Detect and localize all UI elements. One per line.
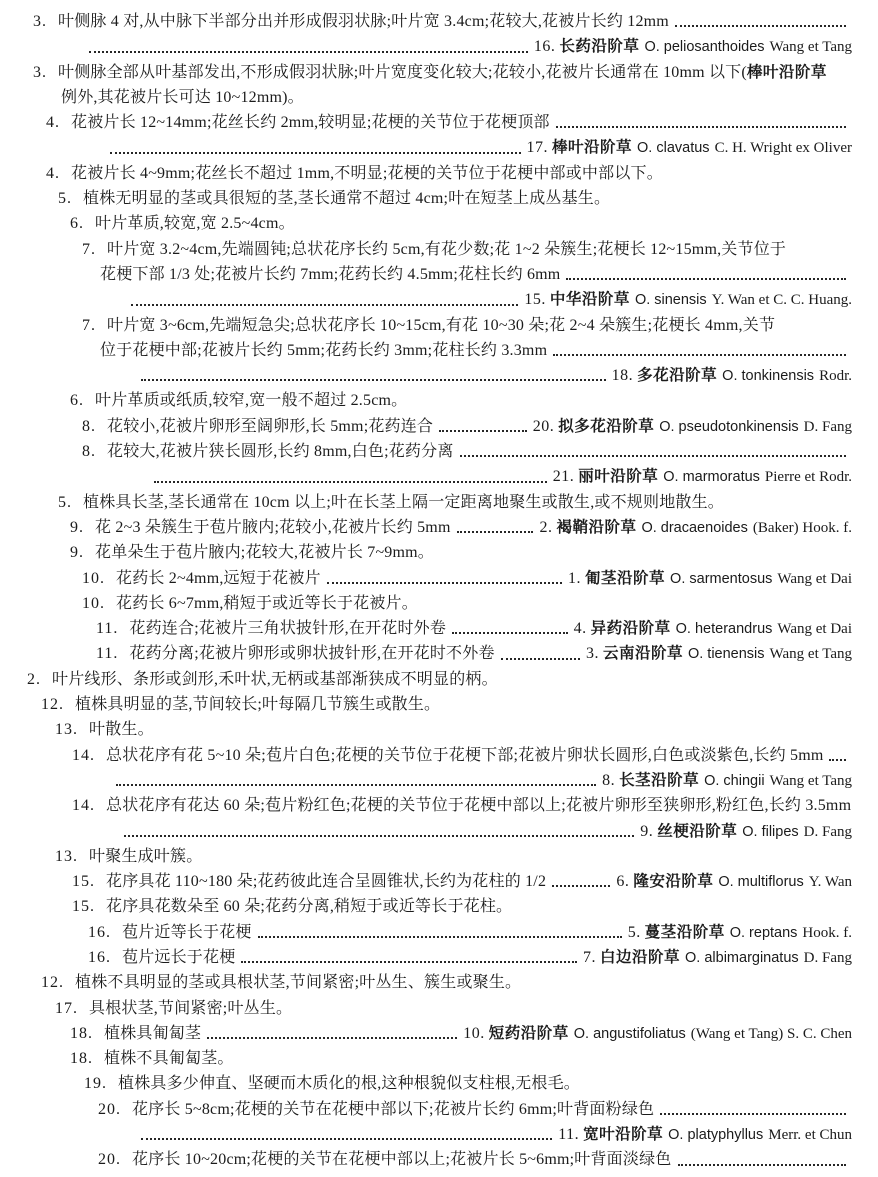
species-name-latin: O. peliosanthoides [644,39,765,56]
species-ref-number: 4. [573,620,587,638]
couplet-number: 10. [82,569,105,587]
couplet-text: 总状花序有花达 60 朵;苞片粉红色;花梗的关节位于花梗中部以上;花被片卵形至狭卵形,粉红色,长约 3.5mm [106,797,852,815]
species-reference [463,1021,852,1047]
key-line [70,211,852,236]
key-line [88,920,852,945]
key-line [72,743,852,768]
key-line [58,186,852,211]
couplet-number: 2. [27,670,41,688]
dotted-leader [553,345,846,356]
couplet-text: 叶侧脉全部从叶基部发出,不形成假羽状脉;叶片宽度变化较大;花较小,花被片长通常在 10mm 以下( [58,63,747,81]
key-line [55,996,852,1021]
dotted-leader [154,472,547,483]
key-line [96,641,852,666]
key-line [82,237,852,262]
species-name-inline: 棒叶沿阶草 [746,63,827,81]
key-line [41,970,852,995]
species-name-cn: 褐鞘沿阶草 [556,518,637,536]
couplet-text: 总状花序有花 5~10 朵;苞片白色;花梗的关节位于花梗下部;花被片卵状长圆形,白色或淡紫色,长约 5mm [106,746,824,764]
couplet-text: 叶片革质,较宽,宽 2.5~4cm。 [95,215,295,233]
key-line [98,1147,852,1172]
species-ref-number: 11. [558,1126,580,1144]
species-name-cn: 丝梗沿阶草 [657,822,738,840]
key-line [27,667,852,692]
couplet-number: 13. [55,721,78,739]
species-name-cn: 长药沿阶草 [559,38,640,56]
dotted-leader [116,775,596,786]
species-name-latin: O. platyphyllus [668,1127,764,1144]
couplet-text: 花药连合;花被片三角状披针形,在开花时外卷 [129,620,447,638]
couplet-text: 花药长 6~7mm,稍短于或近等长于花被片。 [116,594,418,612]
couplet-number: 15. [72,898,95,916]
key-continuation-line [125,287,852,312]
species-name-cn: 异药沿阶草 [590,620,671,638]
species-name-cn: 丽叶沿阶草 [578,468,659,486]
couplet-number: 12. [41,974,64,992]
species-ref-number: 10. [463,1024,485,1042]
species-name-cn: 长茎沿阶草 [619,771,700,789]
couplet-text: 花梗下部 1/3 处;花被片长约 7mm;花药长约 4.5mm;花柱长约 6mm [100,265,561,283]
species-reference [612,363,852,389]
couplet-text: 花序具花 110~180 朵;花药彼此连合呈圆锥状,长约为花柱的 1/2 [106,873,547,891]
species-name-latin: O. albimarginatus [685,949,799,966]
dotted-leader [141,1129,552,1140]
couplet-number: 11. [96,645,119,663]
species-name-latin: O. heterandrus [675,621,773,638]
dotted-leader [556,117,846,128]
key-line [46,161,852,186]
couplet-number: 5. [58,493,72,511]
species-authors: (Baker) Hook. f. [752,519,852,536]
species-name-latin: O. tienensis [687,646,765,663]
couplet-text: 花单朵生于苞片腋内;花较大,花被片长 7~9mm。 [95,544,434,562]
couplet-number: 3. [33,13,47,30]
key-continuation-line [135,363,852,388]
species-name-latin: O. angustifoliatus [573,1025,686,1042]
couplet-number: 14. [72,746,95,764]
couplet-text: 植株具多少伸直、坚硬而木质化的根,这种根貌似支柱根,无根毛。 [118,1075,581,1093]
dotted-leader [258,927,622,938]
couplet-text: 叶片宽 3~6cm,先端短急尖;总状花序长 10~15cm,有花 10~30 朵;花 2~4 朵簇生;花梗长 4mm,关节 [107,316,776,334]
species-ref-number: 16. [533,38,556,56]
couplet-number: 17. [55,999,78,1017]
key-line [61,85,852,110]
species-name-latin: O. reptans [729,924,798,941]
dotted-leader [829,750,846,761]
species-name-latin: O. sinensis [634,292,707,309]
species-name-latin: O. pseudotonkinensis [659,418,799,435]
species-name-cn: 蔓茎沿阶草 [644,923,725,941]
species-ref-number: 3. [585,645,599,663]
couplet-text: 具根状茎,节间紧密;叶丛生。 [89,999,293,1017]
key-line [98,1097,852,1122]
key-line [33,9,852,34]
species-reference [586,641,852,667]
couplet-number: 4. [46,164,60,182]
couplet-number: 8. [82,443,96,461]
species-authors: Rodr. [819,368,852,385]
species-name-cn: 宽叶沿阶草 [583,1126,664,1144]
species-reference [628,920,852,946]
key-line [82,566,852,591]
couplet-text: 花序长 5~8cm;花梗的关节在花梗中部以下;花被片长约 6mm;叶背面粉绿色 [132,1100,655,1118]
dotted-leader [327,573,562,584]
couplet-number: 8. [82,417,96,435]
key-line [82,591,852,616]
species-authors: Wang et Dai [777,621,852,638]
couplet-text: 叶聚生成叶簇。 [89,847,203,865]
key-continuation-line [118,819,852,844]
couplet-text: 花药分离;花被片卵形或卵状披针形,在开花时不外卷 [129,645,495,663]
species-name-latin: O. tonkinensis [722,368,815,385]
dotted-leader [452,623,568,634]
species-authors: D. Fang [803,949,852,966]
couplet-number: 16. [88,948,111,966]
species-reference [539,515,852,541]
couplet-text: 花被片长 4~9mm;花丝长不超过 1mm,不明显;花梗的关节位于花梗中部或中部以下。 [71,164,663,182]
species-authors: D. Fang [803,823,852,840]
species-name-latin: O. marmoratus [663,469,760,486]
dotted-leader [675,16,846,27]
species-ref-number: 20. [532,417,555,435]
couplet-text: 叶片革质或纸质,较窄,宽一般不超过 2.5cm。 [95,392,408,410]
couplet-number: 16. [88,923,111,941]
couplet-number: 9. [70,518,84,536]
key-continuation-line [104,135,852,160]
key-continuation-line [83,34,852,59]
species-authors: Pierre et Rodr. [764,469,852,486]
key-line [55,844,852,869]
key-line [41,692,852,717]
dotted-leader [678,1155,847,1166]
species-authors: Y. Wan [808,874,852,891]
species-authors: D. Fang [803,418,852,435]
species-reference [553,464,852,490]
key-line [70,1046,852,1071]
species-reference [527,135,852,161]
couplet-text: 苞片近等长于花梗 [122,923,252,941]
couplet-text: 叶片宽 3.2~4cm,先端圆钝;总状花序长约 5cm,有花少数;花 1~2 朵簇生;花梗长 12~15mm,关节位于 [107,240,787,258]
key-line [72,869,852,894]
key-line [70,540,852,565]
species-ref-number: 15. [524,291,546,309]
species-ref-number: 8. [602,771,616,789]
species-ref-number: 1. [568,569,582,587]
species-reference [574,616,852,642]
species-name-cn: 隆安沿阶草 [633,873,714,891]
key-line [100,262,852,287]
key-continuation-line [148,464,852,489]
species-reference [533,414,852,440]
couplet-number: 10. [82,594,105,612]
key-line [72,894,852,919]
couplet-text: 植株具长茎,茎长通常在 10cm 以上;叶在长茎上隔一定距离地聚生或散生,或不规则地散生。 [83,493,724,511]
dotted-leader [207,1028,457,1039]
key-line [96,616,852,641]
species-name-cn: 云南沿阶草 [602,645,683,663]
couplet-number: 6. [70,392,84,410]
couplet-number: 14. [72,797,95,815]
couplet-number: 12. [41,696,64,714]
species-authors: Merr. et Chun [768,1127,852,1144]
species-reference [640,819,852,845]
couplet-number: 18. [70,1050,93,1068]
couplet-number: 9. [70,544,84,562]
couplet-number: 18. [70,1024,93,1042]
key-line [100,338,852,363]
couplet-number: 3. [33,63,47,81]
couplet-number: 7. [82,316,96,334]
key-continuation-line [135,1122,852,1147]
key-line [70,1021,852,1046]
species-ref-number: 6. [616,873,630,891]
couplet-text: 叶片线形、条形或剑形,禾叶状,无柄或基部渐狭成不明显的柄。 [52,670,498,688]
couplet-number: 20. [98,1151,121,1169]
couplet-text: 花序长 10~20cm;花梗的关节在花梗中部以上;花被片长 5~6mm;叶背面淡绿色 [132,1151,672,1169]
species-ref-number: 17. [526,139,549,157]
species-name-cn: 白边沿阶草 [600,948,681,966]
species-reference [534,34,852,60]
species-name-latin: O. chingii [704,772,765,789]
species-authors: C. H. Wright ex Oliver [714,140,852,157]
key-line [84,1071,852,1096]
couplet-number: 11. [96,620,119,638]
species-authors: (Wang et Tang) S. C. Chen [690,1025,852,1042]
species-name-cn: 中华沿阶草 [549,291,630,309]
couplet-text: 叶散生。 [89,721,154,739]
couplet-number: 13. [55,847,78,865]
species-name-cn: 拟多花沿阶草 [558,417,655,435]
species-name-cn: 短药沿阶草 [488,1024,569,1042]
key-line [82,439,852,464]
key-line [33,60,852,85]
couplet-text: 植株无明显的茎或具很短的茎,茎长通常不超过 4cm;叶在短茎上成丛基生。 [83,190,611,208]
couplet-text: 花较小,花被片卵形至阔卵形,长 5mm;花药连合 [107,417,434,435]
couplet-text: 叶侧脉 4 对,从中脉下半部分出并形成假羽状脉;叶片宽 3.4cm;花较大,花被片长约 12mm [58,13,669,30]
species-reference [524,287,852,313]
species-authors: Hook. f. [802,924,852,941]
dotted-leader [460,446,846,457]
key-line [58,490,852,515]
species-authors: Wang et Dai [777,570,852,587]
species-name-latin: O. clavatus [637,140,710,157]
key-line [70,388,852,413]
species-authors: Wang et Tang [769,646,852,663]
couplet-text: 植株不具明显的茎或具根状茎,节间紧密;叶丛生、簇生或聚生。 [75,974,522,992]
dotted-leader [439,421,527,432]
dotted-leader [241,952,577,963]
key-continuation-line [110,768,852,793]
species-name-cn: 多花沿阶草 [637,367,718,385]
species-name-latin: O. filipes [742,823,799,840]
couplet-text: 花较大,花被片狭长圆形,长约 8mm,白色;花药分离 [107,443,454,461]
couplet-number: 4. [46,114,60,132]
couplet-text: 例外,其花被片长可达 10~12mm)。 [61,88,304,106]
couplet-text: 植株具明显的茎,节间较长;叶每隔几节簇生或散生。 [75,696,441,714]
species-ref-number: 18. [611,367,634,385]
dotted-leader [110,143,521,154]
species-reference [558,1122,852,1148]
species-authors: Y. Wan et C. C. Huang. [711,292,852,309]
dotted-leader [501,649,580,660]
species-name-cn: 棒叶沿阶草 [552,139,633,157]
species-ref-number: 7. [583,948,596,966]
key-line [70,515,852,540]
key-line [55,717,852,742]
species-name-latin: O. multiflorus [718,874,804,891]
key-line [82,414,852,439]
dotted-leader [131,295,518,306]
couplet-text: 苞片远长于花梗 [122,948,236,966]
dotted-leader [124,826,634,837]
couplet-text: 花序具花数朵至 60 朵;花药分离,稍短于或近等长于花柱。 [106,898,513,916]
couplet-number: 6. [70,215,84,233]
species-reference [602,768,852,794]
couplet-text: 花药长 2~4mm,远短于花被片 [116,569,321,587]
species-reference [568,566,852,592]
dotted-leader [141,370,606,381]
species-reference [583,945,852,971]
couplet-number: 19. [84,1075,107,1093]
dotted-leader [660,1104,846,1115]
species-name-latin: O. sarmentosus [670,570,773,587]
key-line [72,793,852,818]
species-reference [616,869,852,895]
species-ref-number: 9. [640,822,654,840]
key-line [88,945,852,970]
couplet-number: 15. [72,873,95,891]
couplet-text: 位于花梗中部;花被片长约 5mm;花药长约 3mm;花柱长约 3.3mm [100,341,548,359]
dotted-leader [566,269,846,280]
species-ref-number: 5. [627,923,641,941]
couplet-text: 花被片长 12~14mm;花丝长约 2mm,较明显;花梗的关节位于花梗顶部 [71,114,550,132]
species-authors: Wang et Tang [769,772,852,789]
species-name-latin: O. dracaenoides [641,519,748,536]
couplet-number: 20. [98,1100,121,1118]
couplet-number: 5. [58,190,72,208]
species-ref-number: 21. [552,468,575,486]
couplet-number: 7. [82,240,96,258]
species-ref-number: 2. [539,518,553,536]
couplet-text: 植株具匍匐茎 [104,1024,202,1042]
couplet-text: 花 2~3 朵簇生于苞片腋内;花较小,花被片长约 5mm [95,518,451,536]
couplet-text: 植株不具匍匐茎。 [104,1050,234,1068]
species-authors: Wang et Tang [769,39,852,56]
dotted-leader [89,42,528,53]
key-line [46,110,852,135]
key-line [82,313,852,338]
species-name-cn: 匍茎沿阶草 [585,569,666,587]
dotted-leader [457,522,534,533]
dotted-leader [552,876,610,887]
